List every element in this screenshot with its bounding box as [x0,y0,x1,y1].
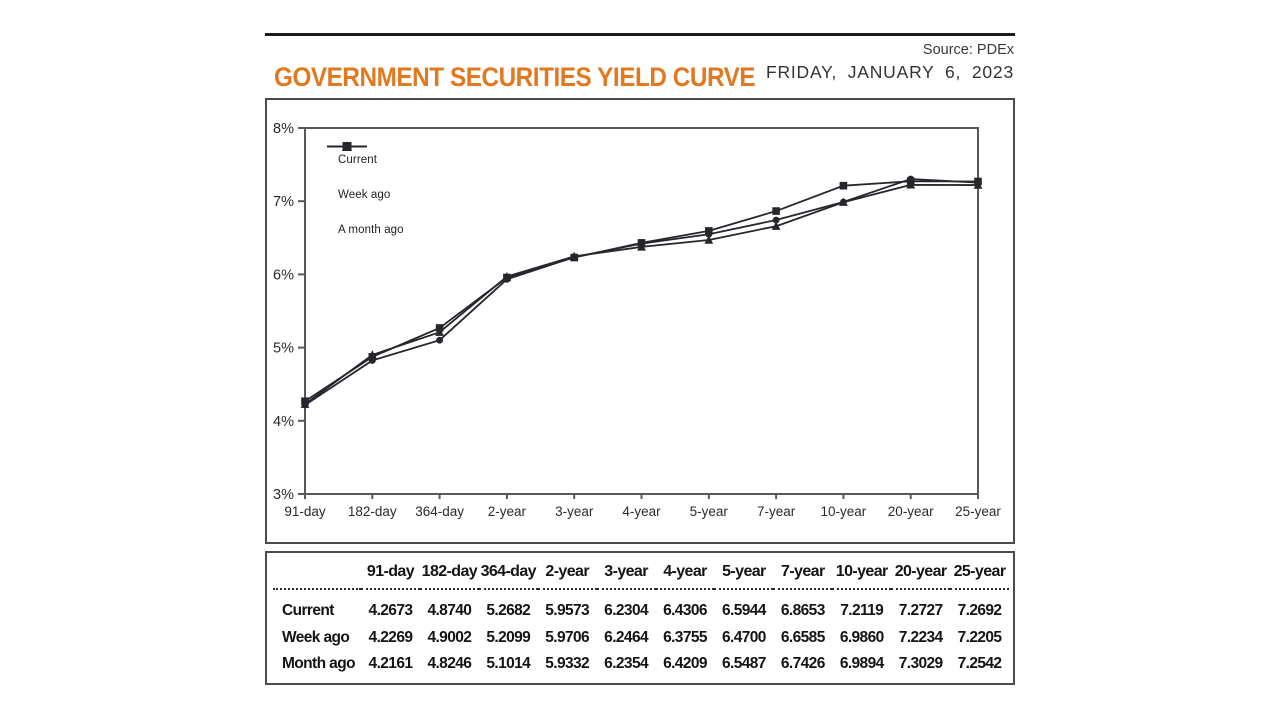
table-value-cell: 6.3755 [663,628,707,646]
table-column-header: 364-day [479,553,538,590]
table-value-cell: 6.6585 [780,628,825,646]
top-divider [265,33,1015,36]
table-column-header: 20-year [891,553,950,590]
source-label: Source: PDEx [922,42,1014,58]
yield-curve-chart [265,98,1015,544]
y-axis-tick-label: 3% [273,487,294,503]
table-column-header: 10-year [832,553,891,590]
x-axis-tick-label: 91-day [284,504,326,519]
table-value-cell: 6.5487 [722,654,766,672]
table-value-cell: 6.4209 [663,654,707,672]
data-point-a-month-ago [369,357,376,364]
yield-table [267,553,1013,683]
table-value-cell: 4.8740 [427,602,472,620]
table-value-cell: 5.2682 [486,602,531,620]
table-value-cell: 7.2119 [840,602,884,620]
y-axis-tick-label: 5% [273,340,294,357]
table-corner-cell [273,553,361,590]
series-line-current [305,181,978,401]
data-point-a-month-ago [302,402,309,409]
table-column-header: 182-day [420,553,479,590]
yield-table-box [265,551,1015,685]
table-value-cell: 5.9573 [545,602,590,620]
table-value-cell: 4.2673 [368,602,413,620]
x-axis-tick-label: 25-year [955,504,1001,519]
x-axis-tick-label: 7-year [756,504,796,519]
table-value-cell: 6.2464 [604,628,648,646]
table-value-cell: 7.2205 [957,628,1002,646]
legend-item-month-ago [329,212,404,247]
data-point-a-month-ago [975,179,982,186]
x-axis-tick-label: 5-year [689,504,728,519]
table-value-cell: 5.9332 [545,654,590,672]
table-value-cell: 6.4306 [663,602,707,620]
table-value-cell: 6.2304 [604,602,648,620]
table-row-label: Month ago [282,654,355,672]
series-line-week-ago [305,185,978,404]
y-axis-tick-label: 7% [273,194,294,211]
table-value-cell: 6.5944 [722,602,766,620]
table-value-cell: 7.3029 [898,654,943,672]
x-axis-tick-label: 10-year [820,504,867,519]
table-value-cell: 4.2269 [368,628,413,646]
table-value-cell: 4.2161 [368,654,413,672]
table-value-cell: 6.7426 [780,654,825,672]
table-column-header: 3-year [597,553,656,590]
legend-label: A month ago [338,223,404,236]
x-axis-tick-label: 3-year [555,504,594,519]
x-axis-tick-label: 182-day [347,504,397,519]
table-value-cell: 6.9860 [839,628,884,646]
legend-item-week-ago [329,177,404,212]
x-axis-tick-label: 364-day [415,504,464,519]
data-point-a-month-ago [436,337,443,344]
table-value-cell: 4.9002 [427,628,472,646]
y-axis-tick-label: 4% [273,413,294,430]
chart-legend [329,142,404,247]
header-meta [766,42,1014,83]
y-axis-tick-label: 6% [273,267,294,284]
data-point-a-month-ago [504,276,511,283]
table-value-cell: 4.8246 [427,654,472,672]
data-point-a-month-ago [705,231,712,238]
table-row-label: Week ago [282,628,350,646]
data-point-a-month-ago [638,240,645,247]
y-axis-tick-label: 8% [273,121,294,137]
table-value-cell: 5.2099 [486,628,531,646]
table-value-cell: 6.2354 [604,654,648,672]
table-value-cell: 7.2542 [957,654,1002,672]
x-axis-tick-label: 2-year [487,504,527,519]
table-column-header: 2-year [538,553,597,590]
table-value-cell: 6.8653 [780,602,825,620]
data-point-current [772,207,780,215]
table-row-label: Current [282,602,334,620]
table-value-cell: 7.2727 [898,602,943,620]
table-column-header: 7-year [773,553,832,590]
table-column-header: 5-year [714,553,773,590]
table-value-cell: 7.2234 [898,628,943,646]
circle-marker-icon [327,140,367,153]
data-point-a-month-ago [907,176,914,183]
table-value-cell: 6.4700 [722,628,766,646]
x-axis-tick-label: 4-year [622,504,661,519]
page-title: GOVERNMENT SECURITIES YIELD CURVE [274,62,756,92]
table-value-cell: 5.9706 [545,628,590,646]
data-point-a-month-ago [571,254,578,261]
table-column-header: 4-year [656,553,715,590]
date-label: FRIDAY, JANUARY 6, 2023 [765,62,1014,82]
table-column-header: 25-year [950,553,1009,590]
series-line-a-month-ago [305,179,978,405]
table-column-header: 91-day [361,553,420,590]
data-point-current [840,182,848,190]
legend-label: Current [338,153,378,166]
x-axis-tick-label: 20-year [887,504,934,519]
table-value-cell: 5.1014 [486,654,531,672]
table-value-cell: 7.2692 [957,602,1002,620]
data-point-a-month-ago [773,217,780,224]
legend-label: Week ago [338,188,391,201]
table-value-cell: 6.9894 [839,654,884,672]
yield-curve-figure [265,28,1015,688]
data-point-a-month-ago [840,199,847,206]
